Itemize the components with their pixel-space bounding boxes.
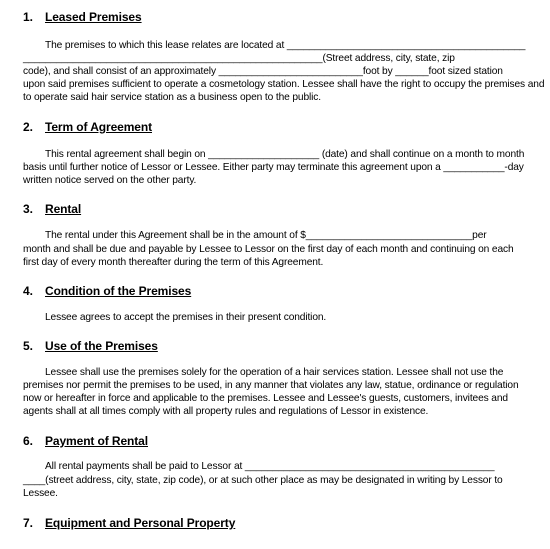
section-heading-payment-of-rental	[23, 434, 148, 448]
section-title: Term of Agreement	[45, 120, 152, 134]
paragraph-line: premises nor permit the premises to be used, in any manner that violates any law, statue, ordinance or regulation	[23, 380, 519, 391]
section-heading-leased-premises	[23, 10, 142, 24]
paragraph-line: ______________________________________________________(Street address, city, state, zip	[23, 53, 455, 64]
paragraph-line: Lessee agrees to accept the premises in their present condition.	[45, 312, 327, 323]
paragraph-line: upon said premises sufficient to operate a cosmetology station. Lessee shall have the right to occupy the premises and	[23, 79, 545, 90]
section-number: 6.	[23, 434, 33, 448]
section-number: 1.	[23, 10, 33, 24]
paragraph-line: month and shall be due and payable by Lessee to Lessor on the first day of each month and continuing on each	[23, 244, 514, 255]
section-title: Equipment and Personal Property	[45, 516, 236, 530]
paragraph-line: The premises to which this lease relates are located at ___________________________________________	[45, 40, 526, 51]
paragraph-line: Lessee shall use the premises solely for the operation of a hair services station. Lessee shall not use the	[45, 367, 504, 378]
paragraph-line: agents shall at all times comply with all property rules and regulations of Lessor in existence.	[23, 406, 429, 417]
section-number: 3.	[23, 202, 33, 216]
section-title: Condition of the Premises	[45, 284, 192, 298]
section-title: Use of the Premises	[45, 339, 158, 353]
section-number: 7.	[23, 516, 33, 530]
paragraph-line: This rental agreement shall begin on ____________________ (date) and shall continue on a month to month	[45, 149, 525, 160]
paragraph-line: The rental under this Agreement shall be in the amount of $______________________________per	[45, 230, 487, 241]
section-heading-condition-of-premises	[23, 284, 191, 298]
paragraph-line: ____(street address, city, state, zip code), or at such other place as may be designated in writing by Lessor to	[23, 475, 503, 486]
paragraph-line: to operate said hair service station as a business open to the public.	[23, 92, 321, 103]
section-title: Payment of Rental	[45, 434, 148, 448]
section-heading-term-of-agreement	[23, 120, 152, 134]
paragraph-line: basis until further notice of Lessor or Lessee. Either party may terminate this agreement upon a ___________-day	[23, 162, 524, 173]
section-heading-equipment-personal-property	[23, 516, 235, 530]
paragraph-line: now or hereafter in force and applicable to the premises. Lessee and Lessee's guests, customers, invitees and	[23, 393, 508, 404]
section-title: Leased Premises	[45, 10, 142, 24]
section-heading-rental	[23, 202, 81, 216]
section-number: 5.	[23, 339, 33, 353]
paragraph-line: All rental payments shall be paid to Lessor at _____________________________________________	[45, 461, 495, 472]
section-title: Rental	[45, 202, 82, 216]
paragraph-line: written notice served on the other party.	[23, 175, 197, 186]
paragraph-line: first day of every month thereafter during the term of this Agreement.	[23, 257, 324, 268]
section-number: 4.	[23, 284, 33, 298]
paragraph-line: code), and shall consist of an approximately __________________________foot by ______foot sized station	[23, 66, 503, 77]
section-heading-use-of-premises	[23, 339, 158, 353]
paragraph-line: Lessee.	[23, 488, 58, 499]
section-number: 2.	[23, 120, 33, 134]
